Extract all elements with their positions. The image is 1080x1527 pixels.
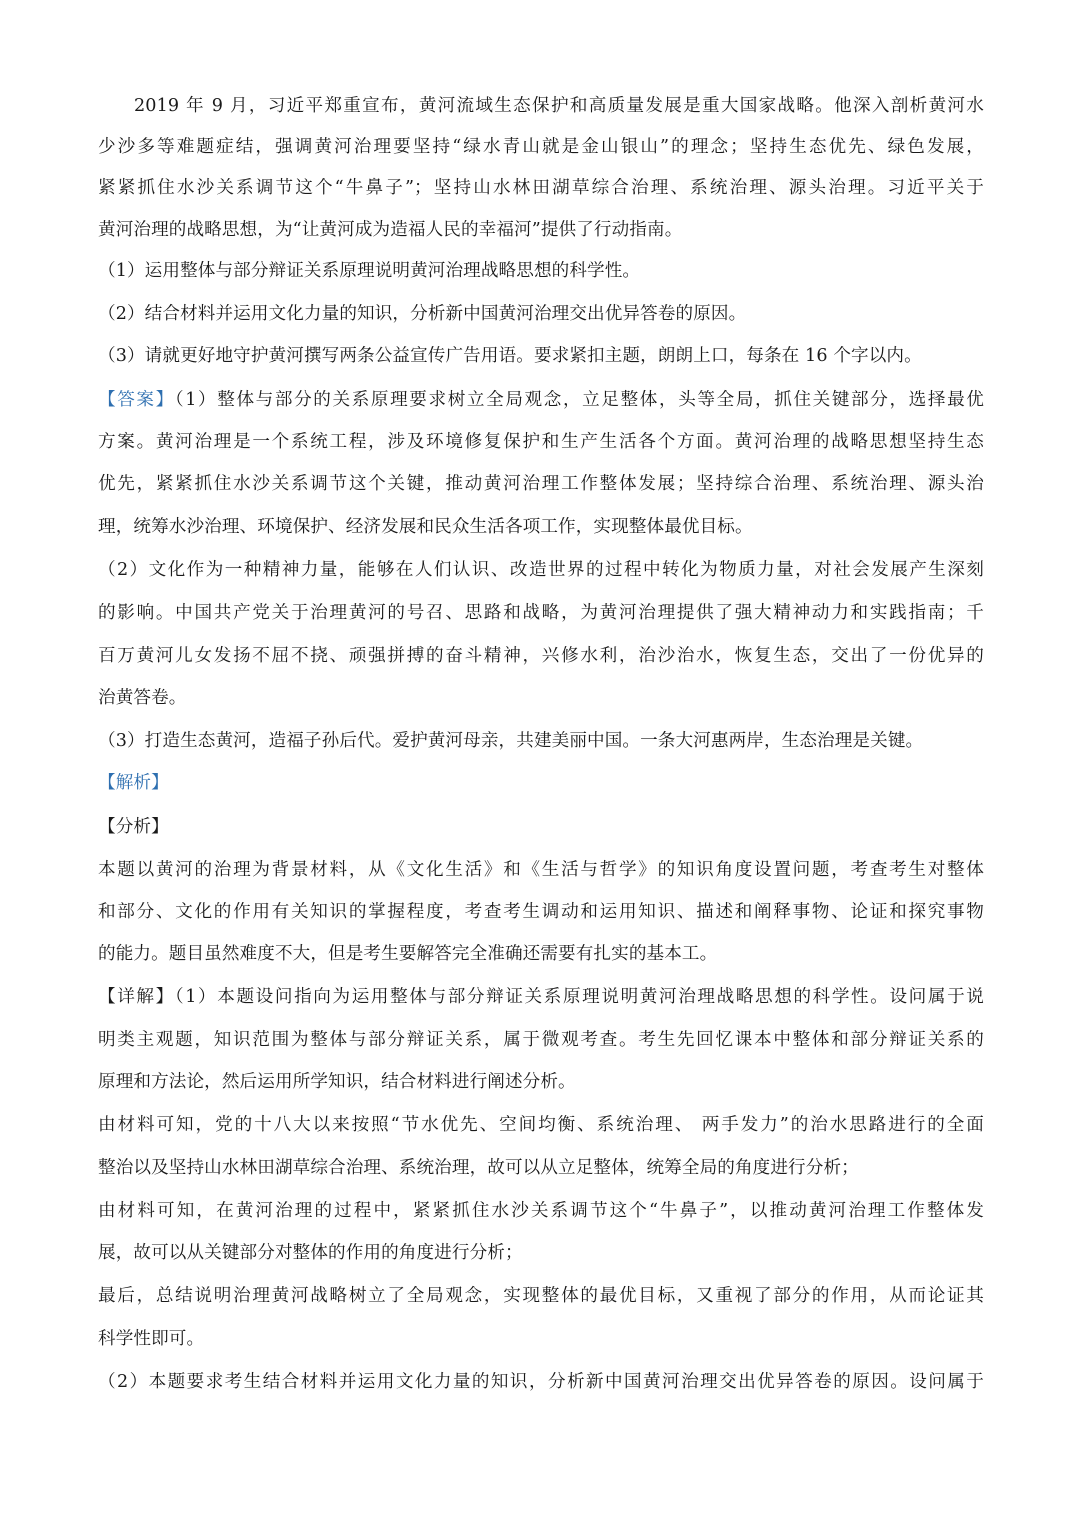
question-3: （3）请就更好地守护黄河撰写两条公益宣传广告用语。要求紧扣主题，朗朗上口，每条在 16 个字以内。 <box>98 346 922 366</box>
xiangjie-line: 科学性即可。 <box>98 1329 205 1349</box>
question-1: （1）运用整体与部分辩证关系原理说明黄河治理战略思想的科学性。 <box>98 261 641 281</box>
answer-line: 的影响。中国共产党关于治理黄河的号召、思路和战略，为黄河治理提供了强大精神动力和实践指南；千 <box>98 603 984 623</box>
answer-text: （1）整体与部分的关系原理要求树立全局观念，立足整体，头等全局，抓住关键部分，选择最优 <box>174 390 984 410</box>
answer-line-first <box>98 388 984 412</box>
fenxi-line: 本题以黄河的治理为背景材料，从《文化生活》和《生活与哲学》的知识角度设置问题，考查考生对整体 <box>98 860 984 880</box>
answer-line: 治黄答卷。 <box>98 688 187 708</box>
analysis-tag: 【解析】 <box>98 773 169 793</box>
xiangjie-line: 由材料可知，党的十八大以来按照“节水优先、空间均衡、系统治理、 两手发力”的治水思路进行的全面 <box>98 1115 984 1135</box>
xiangjie-line: 明类主观题，知识范围为整体与部分辩证关系，属于微观考查。考生先回忆课本中整体和部分辩证关系的 <box>98 1030 984 1050</box>
fenxi-line: 和部分、文化的作用有关知识的掌握程度，考查考生调动和运用知识、描述和阐释事物、论证和探究事物 <box>98 902 984 922</box>
xiangjie-line: 由材料可知，在黄河治理的过程中，紧紧抓住水沙关系调节这个“牛鼻子”，以推动黄河治理工作整体发 <box>98 1201 984 1221</box>
fenxi-line: 的能力。题目虽然难度不大，但是考生要解答完全准确还需要有扎实的基本工。 <box>98 944 718 964</box>
material-line: 紧紧抓住水沙关系调节这个“牛鼻子”；坚持山水林田湖草综合治理、系统治理、源头治理。习近平关于 <box>98 178 984 198</box>
xiangjie-tag: 【详解】 <box>98 987 175 1007</box>
answer-line: 优先，紧紧抓住水沙关系调节这个关键，推动黄河治理工作整体发展；坚持综合治理、系统治理、源头治 <box>98 474 984 494</box>
xiangjie-line-first <box>98 985 984 1009</box>
xiangjie-line: 原理和方法论，然后运用所学知识，结合材料进行阐述分析。 <box>98 1072 576 1092</box>
xiangjie-line: 展，故可以从关键部分对整体的作用的角度进行分析； <box>98 1243 523 1263</box>
material-line: 少沙多等难题症结，强调黄河治理要坚持“绿水青山就是金山银山”的理念；坚持生态优先、绿色发展， <box>98 137 984 157</box>
answer-line: 方案。黄河治理是一个系统工程，涉及环境修复保护和生产生活各个方面。黄河治理的战略思想坚持生态 <box>98 432 984 452</box>
answer-tag: 【答案】 <box>98 390 175 410</box>
xiangjie-line: 最后，总结说明治理黄河战略树立了全局观念，实现整体的最优目标，又重视了部分的作用，从而论证其 <box>98 1286 984 1306</box>
answer-line: 百万黄河儿女发扬不屈不挠、顽强拼搏的奋斗精神，兴修水利，治沙治水，恢复生态，交出了一份优异的 <box>98 646 984 666</box>
answer-line: （2）文化作为一种精神力量，能够在人们认识、改造世界的过程中转化为物质力量，对社会发展产生深刻 <box>98 560 984 580</box>
xiangjie-text: （1）本题设问指向为运用整体与部分辩证关系原理说明黄河治理战略思想的科学性。设问属于说 <box>174 987 984 1007</box>
material-line: 2019 年 9 月，习近平郑重宣布，黄河流域生态保护和高质量发展是重大国家战略。他深入剖析黄河水 <box>134 96 984 116</box>
fenxi-heading: 【分析】 <box>98 817 169 837</box>
question-2: （2）结合材料并运用文化力量的知识，分析新中国黄河治理交出优异答卷的原因。 <box>98 304 747 324</box>
xiangjie-line: （2）本题要求考生结合材料并运用文化力量的知识，分析新中国黄河治理交出优异答卷的原因。设问属于 <box>98 1372 984 1392</box>
answer-line: 理，统筹水沙治理、环境保护、经济发展和民众生活各项工作，实现整体最优目标。 <box>98 517 753 537</box>
xiangjie-line: 整治以及坚持山水林田湖草综合治理、系统治理，故可以从立足整体，统筹全局的角度进行分析； <box>98 1158 859 1178</box>
material-line: 黄河治理的战略思想，为“让黄河成为造福人民的幸福河”提供了行动指南。 <box>98 220 683 240</box>
answer-line: （3）打造生态黄河，造福子孙后代。爱护黄河母亲，共建美丽中国。一条大河惠两岸，生态治理是关键。 <box>98 731 924 751</box>
